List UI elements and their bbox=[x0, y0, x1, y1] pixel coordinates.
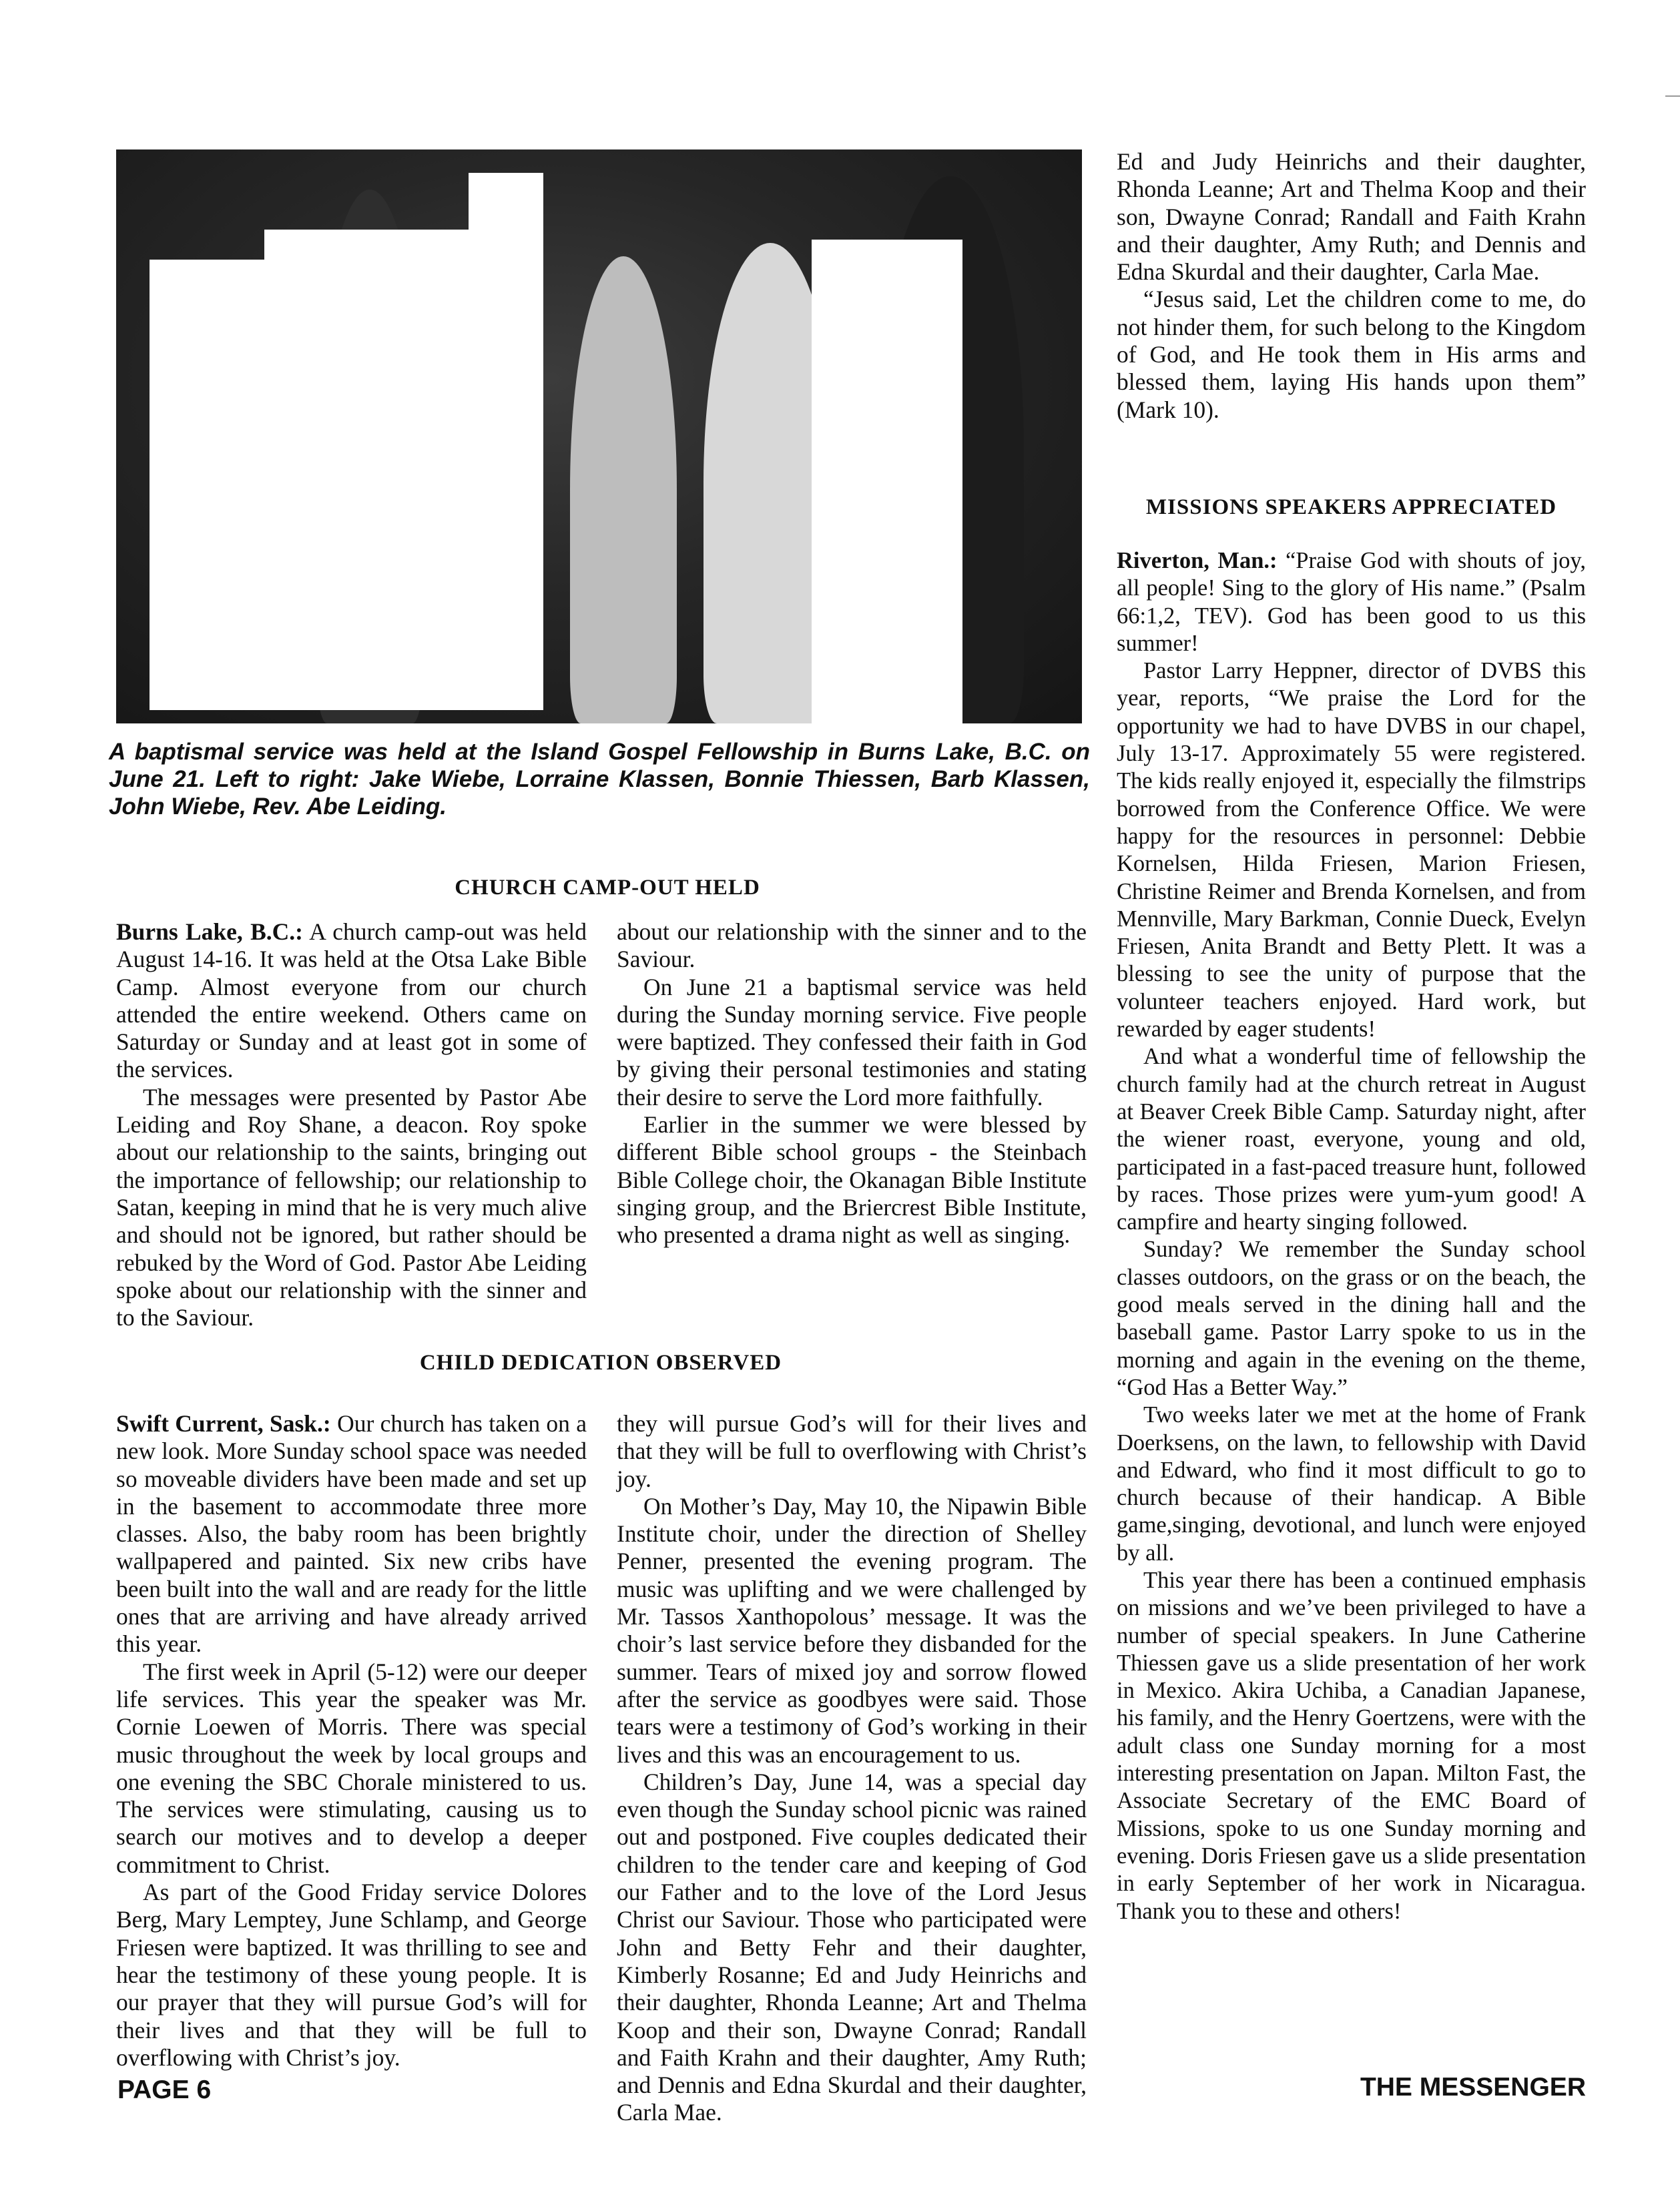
article1-paragraph: On June 21 a baptismal service was held during the Sunday morning service. Five people were baptized. They confessed their faith in God by giving their personal testimonies and stating their desire to serve the Lord more faithfully. bbox=[617, 973, 1087, 1111]
photo-figure bbox=[570, 256, 677, 723]
article1-paragraph: The messages were presented by Pastor Abe Leiding and Roy Shane, a deacon. Roy spoke about our relationship to the saints, bringing out the importance of fellowship; our relationship to Satan, keeping in mind that he is very much alive and should not be ignored, but rather should be rebuked by the Word of God. Pastor Abe Leiding spoke about our relationship with the sinner and to the Saviour. bbox=[116, 1083, 587, 1331]
headline-church-camp-out: CHURCH CAMP-OUT HELD bbox=[455, 876, 760, 900]
article2-paragraph: On Mother’s Day, May 10, the Nipawin Bible Institute choir, under the direction of Shelley Penner, presented the evening program. The music was uplifting and we were challenged by Mr. Tassos Xanthopolous’ message. It was the choir’s last service before they disbanded for the summer. Tears of mixed joy and sorrow flowed after the service as goodbyes were said. Those tears were a testimony of God’s working in their lives and this was an encouragement to us. bbox=[617, 1492, 1087, 1768]
article1-column-left bbox=[116, 918, 587, 1331]
article2-paragraph: “Jesus said, Let the children come to me, do not hinder them, for such belong to the Kingdom of God, and He took them in His arms and blessed them, laying His hands upon them” (Mark 10). bbox=[1117, 286, 1586, 423]
article1-paragraph: Earlier in the summer we were blessed by different Bible school groups - the Steinbach Bible College choir, the Okanagan Bible Institute singing group, and the Briercrest Bible Institute, who presented a drama night as well as singing. bbox=[617, 1111, 1087, 1249]
redaction-block bbox=[150, 260, 543, 710]
article1-column-right bbox=[617, 918, 1087, 1249]
baptism-photo bbox=[116, 149, 1082, 723]
article3-paragraph: Sunday? We remember the Sunday school classes outdoors, on the grass or on the beach, the good meals served in the dining hall and the baseball game. Pastor Larry spoke to us in the morning and again in the evening on the theme, “God Has a Better Way.” bbox=[1117, 1237, 1586, 1400]
headline-child-dedication: CHILD DEDICATION OBSERVED bbox=[419, 1351, 782, 1375]
headline-missions-speakers: MISSIONS SPEAKERS APPRECIATED bbox=[1145, 495, 1557, 519]
right-column-top bbox=[1117, 148, 1586, 424]
article2-paragraph: Children’s Day, June 14, was a special day even though the Sunday school picnic was rained out and postponed. Five couples dedicated their children to the tender care and keeping of God our Father and to the love of the Lord Jesus Christ our Saviour. Those who participated were John and Betty Fehr and their daughter, Kimberly Rosanne; Ed and Judy Heinrichs and their daughter, Rhonda Leanne; Art and Thelma Koop and their son, Dwayne Conrad; Randall and Faith Krahn and their daughter, Amy Ruth; and Dennis and Edna Skurdal and their daughter, Carla Mae. bbox=[617, 1768, 1087, 2126]
article2-paragraph: As part of the Good Friday service Dolores Berg, Mary Lemptey, June Schlamp, and George Friesen were baptized. It was thrilling to see and hear the testimony of these young people. It is our prayer that they will pursue God’s will for their lives and that they will be full to overflowing with Christ’s joy. bbox=[116, 1879, 587, 2071]
article3-dateline: Riverton, Man.: bbox=[1117, 548, 1278, 573]
article3-column bbox=[1117, 547, 1586, 1925]
publication-name: THE MESSENGER bbox=[1360, 2073, 1586, 2102]
article3-paragraph: Pastor Larry Heppner, director of DVBS this year, reports, “We praise the Lord for the opportunity we had to have DVBS in our chapel, July 13-17. Approximately 55 were registered. The kids really enjoyed it, especially the filmstrips borrowed from the Conference Office. We were happy for the resources in personnel: Debbie Kornelsen, Hilda Friesen, Marion Friesen, Christine Reimer and Brenda Kornelsen, and from Mennville, Mary Barkman, Connie Dueck, Evelyn Friesen, Anita Brandt and Betty Plett. It was a blessing to see the unity of purpose that the volunteer teachers enjoyed. Hard work, but rewarded by eager students! bbox=[1117, 658, 1586, 1042]
article2-dateline: Swift Current, Sask.: bbox=[116, 1410, 331, 1437]
edge-mark bbox=[1665, 95, 1680, 97]
redaction-block bbox=[812, 240, 962, 723]
article1-dateline: Burns Lake, B.C.: bbox=[116, 918, 303, 945]
article2-paragraph-continued: Ed and Judy Heinrichs and their daughter, Rhonda Leanne; Art and Thelma Koop and their son, Dwayne Conrad; Randall and Faith Krahn and their daughter, Amy Ruth; and Dennis and Edna Skurdal and their daughter, Carla Mae. bbox=[1117, 148, 1586, 286]
article2-paragraph: Swift Current, Sask.: Our church has taken on a new look. More Sunday school space was needed so moveable dividers have been made and set up in the basement to accommodate three more classes. Also, the baby room has been brightly wallpapered and painted. Six new cribs have been built into the wall and are ready for the little ones that are arriving and have already arrived this year. bbox=[116, 1410, 587, 1658]
article2-column-left bbox=[116, 1410, 587, 2071]
article3-paragraph: Riverton, Man.: “Praise God with shouts of joy, all people! Sing to the glory of His name.” (Psalm 66:1,2, TEV). God has been good to us this summer! bbox=[1117, 548, 1586, 656]
page-number: PAGE 6 bbox=[117, 2076, 212, 2104]
article3-paragraph: Two weeks later we met at the home of Frank Doerksens, on the lawn, to fellowship with David and Edward, who find it most difficult to go to church because of their handicap. A Bible game,singing, devotional, and lunch were enjoyed by all. bbox=[1117, 1402, 1586, 1566]
article3-paragraph: This year there has been a continued emphasis on missions and we’ve been privileged to have a number of special speakers. In June Catherine Thiessen gave us a slide presentation of her work in Mexico. Akira Uchiba, a Canadian Japanese, his family, and the Henry Goertzens, were with the adult class one Sunday morning for a most interesting presentation on Japan. Milton Fast, the Associate Secretary of the EMC Board of Missions, spoke to us one Sunday morning and evening. Doris Friesen gave us a slide presentation in early September of her work in Nicaragua. Thank you to these and others! bbox=[1117, 1567, 1586, 1924]
photo-caption: A baptismal service was held at the Island Gospel Fellowship in Burns Lake, B.C. on June 21. Left to right: Jake Wiebe, Lorraine Klassen, Bonnie Thiessen, Barb Klassen, John Wiebe, Rev. Abe Leiding. bbox=[109, 739, 1090, 820]
article2-paragraph: The first week in April (5-12) were our deeper life services. This year the speaker was Mr. Cornie Loewen of Morris. There was special music throughout the week by local groups and one evening the SBC Chorale ministered to us. The services were stimulating, causing us to search our motives and to develop a deeper commitment to Christ. bbox=[116, 1658, 587, 1878]
article2-paragraph-continued: they will pursue God’s will for their lives and that they will be full to overflowing with Christ’s joy. bbox=[617, 1410, 1087, 1492]
article3-paragraph: And what a wonderful time of fellowship the church family had at the church retreat in August at Beaver Creek Bible Camp. Saturday night, after the wiener roast, everyone, young and old, participated in a fast-paced treasure hunt, followed by races. Those prizes were yum-yum good! A campfire and hearty singing followed. bbox=[1117, 1044, 1586, 1235]
article1-paragraph: Burns Lake, B.C.: A church camp-out was held August 14-16. It was held at the Otsa Lake Bible Camp. Almost everyone from our church attended the entire weekend. Others came on Saturday or Sunday and at least got in some of the services. bbox=[116, 918, 587, 1083]
article1-paragraph-continued: about our relationship with the sinner and to the Saviour. bbox=[617, 918, 1087, 973]
article2-column-middle bbox=[617, 1410, 1087, 2126]
